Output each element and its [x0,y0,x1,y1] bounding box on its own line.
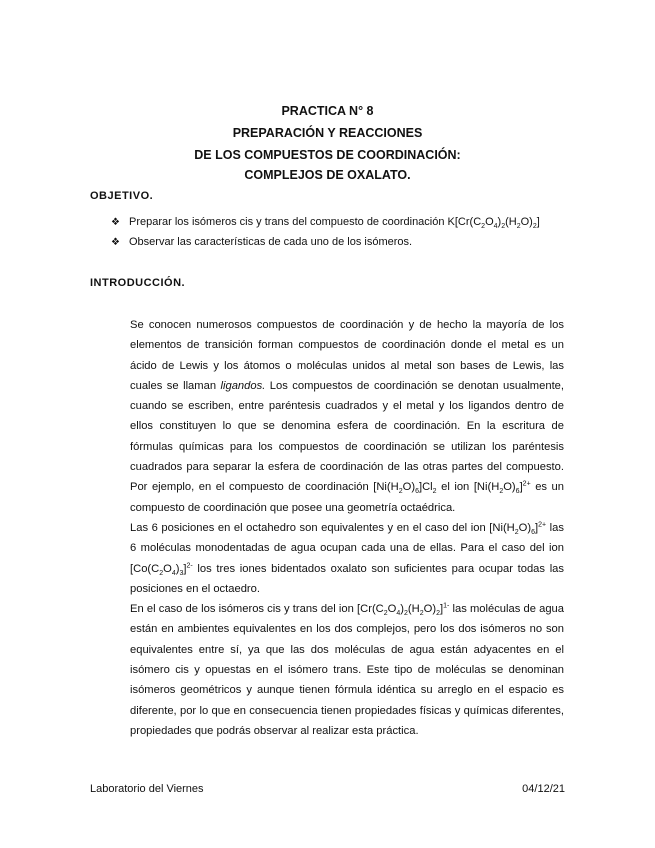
footer-left: Laboratorio del Viernes [90,783,204,795]
objetivo-bullet-2: ❖ Observar las características de cada uno de los isómeros. [111,236,413,248]
diamond-bullet-icon: ❖ [111,217,120,228]
title-line-1: PRACTICA N° 8 [281,104,374,118]
paragraph-3: En el caso de los isómeros cis y trans del ion $[Cr(C_2O_4)_2(H_2O)_2]^{1-}$ las moléculas de agua están en ambientes equivalentes en los dos complejos, pero los dos isómeros no son equivalentes entre sí, ya que las dos moléculas de agua están adyacentes en el isómero cis y opuestas en el isómero trans. Este tipo de moléculas se denominan isómeros geométricos y aunque tienen fórmula idéntica su arreglo en el espacio es diferente, por lo que en consecuencia tienen propiedades físicas y químicas diferentes, propiedades que podrás observar al realizar esta práctica. [130,602,564,737]
title-line-2: PREPARACIÓN Y REACCIONES [232,126,423,140]
diamond-bullet-icon: ❖ [111,237,120,248]
title-line-3: DE LOS COMPUESTOS DE COORDINACIÓN: [194,148,461,162]
footer-right: 04/12/21 [522,783,565,795]
paragraph-1: Se conocen numerosos compuestos de coordinación y de hecho la mayoría de los elementos de transición forman compuestos de coordinación donde el metal es un ácido de Lewis y los átomos o moléculas unidos al metal son bases de Lewis, las cuales se llaman ligandos. Los compuestos de coordinación se denotan usualmente, cuando se escriben, entre paréntesis cuadrados y el metal y los ligandos dentro de ellos constituyen lo que se denomina esfera de coordinación. En la escritura de fórmulas químicas para los compuestos de coordinación se utilizan los paréntesis cuadrados para separar la esfera de coordinación de las otras partes del compuesto. Por ejemplo, en el compuesto de coordinación $[Ni(H_2O)_6]Cl_2$ el ion $[Ni(H_2O)_6]^{2+}$ es un compuesto de coordinación que posee una geometría octaédrica. [130,319,565,514]
title-line-4: COMPLEJOS DE OXALATO. [244,168,411,182]
objetivo-heading: OBJETIVO. [90,190,154,202]
introduccion-heading: INTRODUCCIÓN. [90,277,186,289]
objetivo-bullet-1: ❖ Preparar los isómeros cis y trans del compuesto de coordinación $K[Cr(C_2O_4)_2(H_2O)_2]$ [111,216,540,231]
introduccion-body [130,315,564,741]
paragraph-2: Las 6 posiciones en el octahedro son equivalentes y en el caso del ion $[Ni(H_2O)_6]^{2+}$ las 6 moléculas monodentadas de agua ocupan cada una de ellas. Para el caso del ion $[Co(C_2O_4)_3]^{2-}$ los tres iones bidentados oxalato son suficientes para ocupar todas las posiciones en el octaedro. [130,521,564,595]
